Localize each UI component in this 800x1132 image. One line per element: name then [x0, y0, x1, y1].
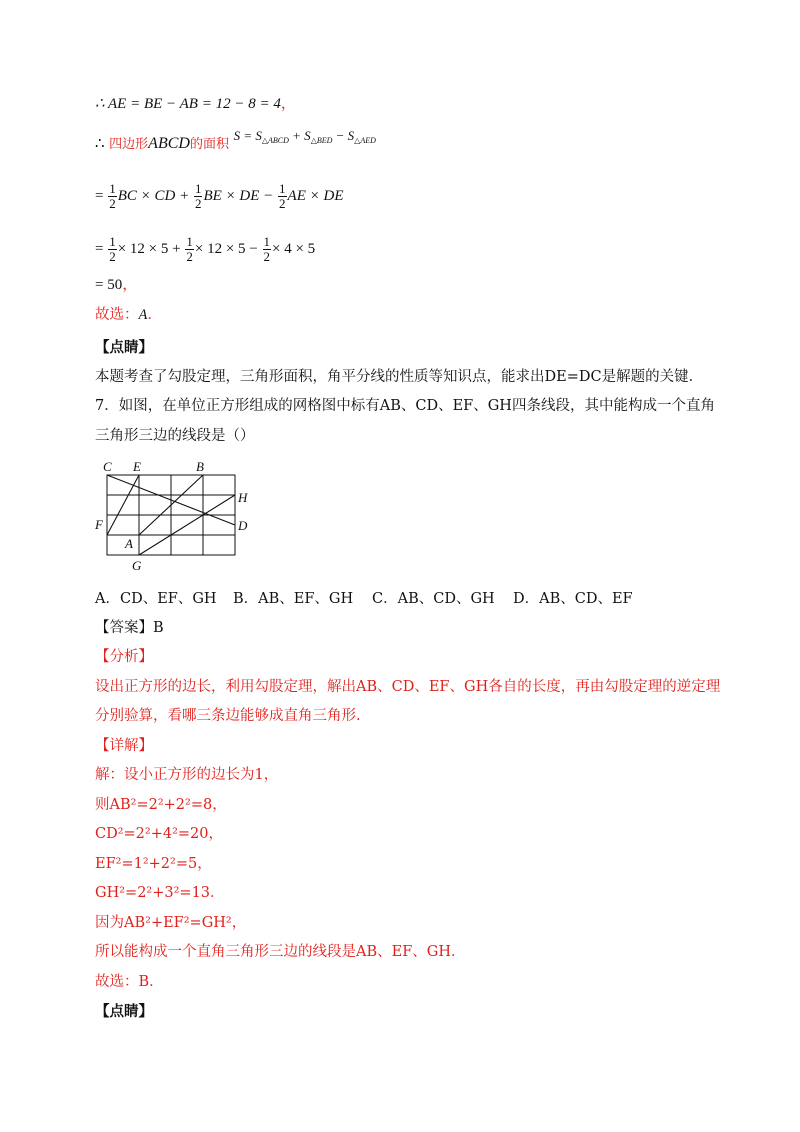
answer-line: 【答案】B: [95, 620, 164, 636]
area-substitution: = $\frac{1}{2}$ × 12 × 5 + $\frac{1}{2}$ × 12 × 5 − $\frac{1}{2}$ × 4 × 5: [95, 234, 316, 264]
dianjing-heading-2: 【点睛】: [95, 1003, 153, 1020]
segment-ef: [107, 475, 139, 535]
formula-plus: + S: [288, 128, 311, 143]
equation-ae: [95, 94, 296, 114]
label-e: E: [133, 459, 141, 474]
area-label-quad: ABCD: [148, 135, 190, 152]
detail-step-0: 解：设小正方形的边长为1，: [95, 767, 279, 783]
area-formula-math: [234, 128, 376, 143]
fraction-half: $\frac{1}{2}$: [194, 181, 202, 211]
formula-sub3: △AED: [354, 136, 376, 145]
area-term2: BE × DE −: [203, 187, 274, 204]
subst-term3: × 4 × 5: [272, 240, 316, 257]
choose-value: A: [138, 307, 148, 323]
detail-step-5: 因为AB²+EF²=GH²，: [95, 915, 247, 931]
area-term3: AE × DE: [287, 187, 344, 204]
area-result-comma: ，: [122, 277, 138, 293]
option-d: D．AB、CD、EF: [513, 591, 633, 607]
label-a: A: [125, 536, 133, 551]
area-result-value: = 50: [95, 277, 123, 293]
formula-s: S = S: [233, 128, 262, 143]
area-label-part2: 的面积: [189, 137, 229, 152]
choose-a-line: [95, 305, 162, 325]
detail-step-1: 则AB²=2²+2²=8，: [95, 797, 227, 813]
label-b: B: [196, 459, 204, 474]
label-f: F: [95, 517, 103, 532]
formula-minus: − S: [332, 128, 355, 143]
choose-label: 故选：: [95, 307, 139, 323]
question-7-line1: 7．如图，在单位正方形组成的网格图中标有AB、CD、EF、GH四条线段，其中能构成一个直角: [95, 398, 715, 414]
summary-text: 本题考查了勾股定理，三角形面积，角平分线的性质等知识点，能求出DE=DC是解题的关键．: [95, 369, 704, 385]
formula-sub1: △ABCD: [261, 136, 289, 145]
equation-ae-math: ∴ AE = BE − AB = 12 − 8 = 4: [95, 96, 281, 112]
label-c: C: [103, 459, 112, 474]
area-term1: BC × CD +: [117, 187, 190, 204]
choose-period: ．: [147, 307, 162, 323]
subst-term1: × 12 × 5 +: [117, 240, 181, 257]
options-row: [95, 589, 633, 609]
detail-step-4: GH²=2²+3²=13．: [95, 885, 225, 901]
area-result: [95, 275, 137, 295]
equation-ae-comma: ，: [280, 96, 296, 112]
therefore-symbol: ∴: [95, 136, 105, 152]
detail-step-2: CD²=2²+4²=20，: [95, 826, 224, 842]
label-d: D: [238, 518, 248, 533]
label-g: G: [132, 558, 142, 573]
area-formula: [95, 128, 376, 159]
question-7-line2: 三角形三边的线段是（）: [95, 428, 255, 444]
fraction-half: $\frac{1}{2}$: [279, 181, 286, 211]
detail-heading: 【详解】: [95, 738, 153, 754]
detail-step-3: EF²=1²+2²=5，: [95, 856, 212, 872]
fraction-half: $\frac{1}{2}$: [186, 234, 193, 264]
fraction-half: $\frac{1}{2}$: [263, 234, 270, 264]
fraction-half: $\frac{1}{2}$: [109, 234, 116, 264]
option-c: C．AB、CD、GH: [372, 591, 495, 607]
analysis-text-1: 设出正方形的边长，利用勾股定理，解出AB、CD、EF、GH各自的长度，再由勾股定理的逆定理: [95, 679, 721, 695]
analysis-text-2: 分别验算，看哪三条边能够成直角三角形.: [95, 708, 361, 724]
area-expansion: = $\frac{1}{2}$ BC × CD + $\frac{1}{2}$ BE × DE − $\frac{1}{2}$ AE × DE: [95, 181, 344, 211]
segment-gh: [139, 495, 235, 555]
analysis-heading: 【分析】: [95, 649, 153, 665]
choose-b-line: 故选：B．: [95, 974, 164, 990]
formula-sub2: △BED: [310, 136, 333, 145]
detail-step-6: 所以能构成一个直角三角形三边的线段是AB、EF、GH．: [95, 944, 466, 960]
option-b: B．AB、EF、GH: [233, 591, 354, 607]
label-h: H: [238, 490, 248, 505]
grid-figure: [95, 458, 255, 573]
dianjing-heading-1: 【点睛】: [95, 339, 153, 356]
fraction-half: $\frac{1}{2}$: [109, 181, 116, 211]
option-a: A．CD、EF、GH: [95, 591, 217, 607]
area-label-part1: 四边形: [109, 137, 149, 152]
subst-term2: × 12 × 5 −: [194, 240, 258, 257]
